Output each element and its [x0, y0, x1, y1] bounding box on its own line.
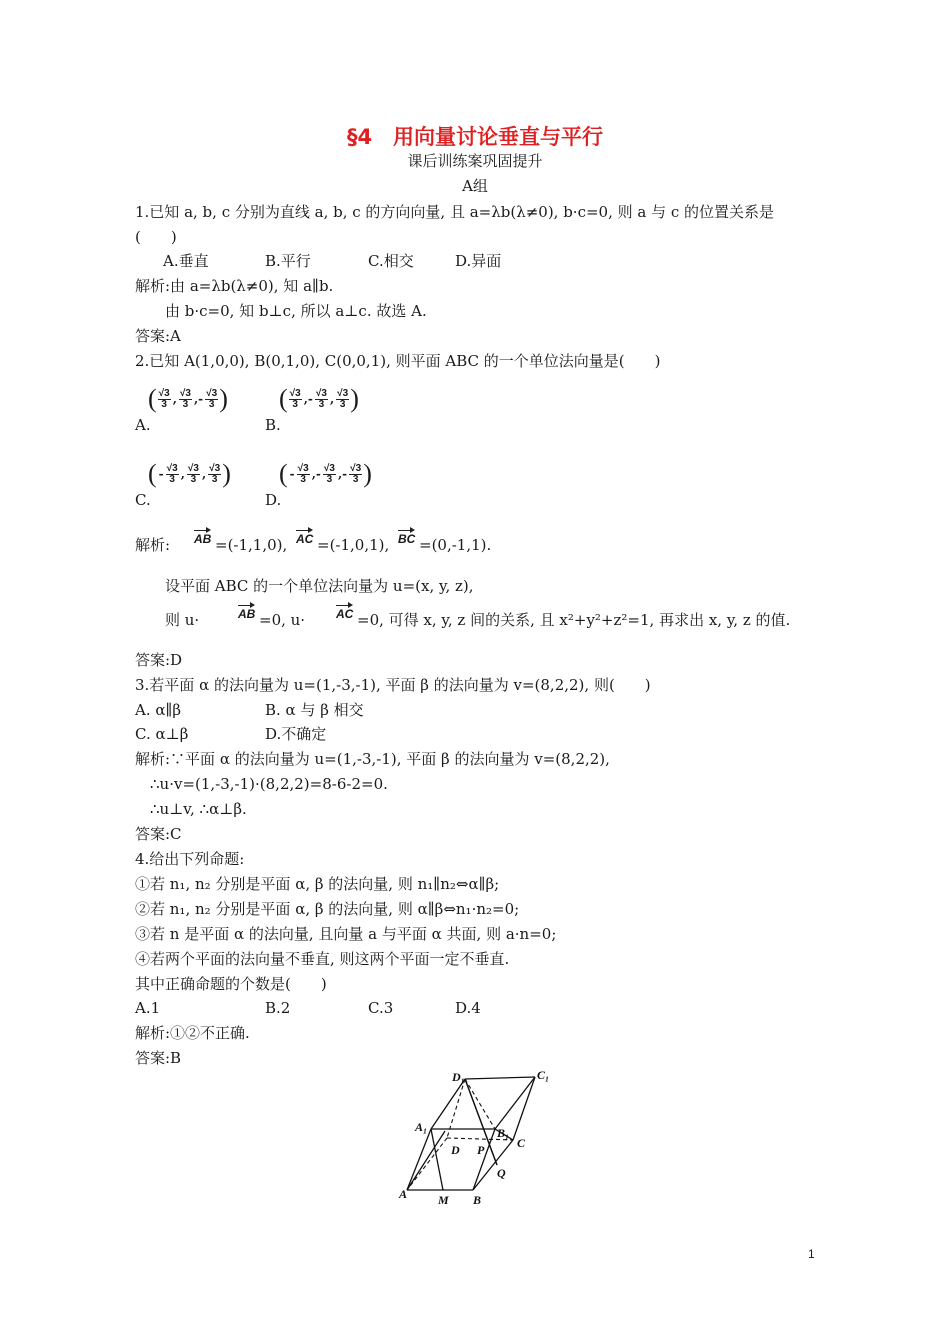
vector-ac: AC: [296, 529, 313, 550]
fraction: $\frac{√3}{3}$: [337, 387, 349, 410]
q2-option-b-vector: [279, 386, 359, 412]
label-d: D: [451, 1143, 460, 1157]
q4-answer: 答案:B: [135, 1049, 182, 1067]
fraction: $\frac{√3}{3}$: [209, 462, 221, 485]
q1-solution-2: 由 b·c=0, 知 b⊥c, 所以 a⊥c. 故选 A.: [165, 302, 427, 320]
q4-option-b: B.2: [265, 999, 291, 1017]
q1-option-b: B.平行: [265, 252, 311, 270]
q4-solution: 解析:①②不正确.: [135, 1024, 250, 1042]
q2-option-a-label: A.: [135, 416, 151, 434]
label-d1: D₁: [452, 1070, 465, 1084]
label-p: P: [477, 1143, 485, 1157]
comma-minus: ,-: [337, 467, 348, 481]
q4-option-d: D.4: [455, 999, 481, 1017]
paren-close: ): [350, 384, 359, 413]
minus: -: [289, 467, 295, 481]
edge-d1-c1: [465, 1077, 535, 1079]
line-a1-m: [431, 1129, 443, 1190]
q1-stem: 1.已知 a, b, c 分别为直线 a, b, c 的方向向量, 且 a=λb(λ≠0), b·c=0, 则 a 与 c 的位置关系是: [135, 203, 775, 221]
paren-close: ): [363, 459, 372, 488]
paren-open: (: [148, 459, 157, 488]
q4-proposition-1: ①若 n₁, n₂ 分别是平面 α, β 的法向量, 则 n₁∥n₂⇔α∥β;: [135, 875, 500, 893]
comma-minus: ,-: [303, 392, 313, 406]
vector-bc-value: =(0,-1,1).: [419, 536, 492, 554]
paren-open: (: [279, 459, 288, 488]
q1-option-d: D.异面: [455, 252, 502, 270]
comma: ,: [201, 467, 207, 481]
q3-solution-3: ∴u⊥v, ∴α⊥β.: [150, 800, 247, 818]
q4-stem: 4.给出下列命题:: [135, 850, 245, 868]
paren-open: (: [148, 384, 157, 413]
q1-stem-paren: ( ): [135, 228, 177, 246]
q3-option-c: C. α⊥β: [135, 725, 189, 743]
q3-stem: 3.若平面 α 的法向量为 u=(1,-3,-1), 平面 β 的法向量为 v=(8,2,2), 则( ): [135, 676, 651, 694]
q2-answer: 答案:D: [135, 651, 183, 669]
page-subtitle: 课后训练案巩固提升: [407, 152, 543, 170]
q3-option-b: B. α 与 β 相交: [265, 701, 364, 719]
fraction: $\frac{√3}{3}$: [179, 387, 191, 410]
comma: ,: [329, 392, 335, 406]
q2-option-c-vector: [148, 461, 231, 487]
vector-ab-value: =(-1,1,0),: [215, 536, 288, 554]
vector-ab-2: AB: [238, 604, 255, 625]
q4-proposition-4: ④若两个平面的法向量不垂直, 则这两个平面一定不垂直.: [135, 950, 510, 968]
q3-solution-1: 解析:∵平面 α 的法向量为 u=(1,-3,-1), 平面 β 的法向量为 v=(8,2,2),: [135, 750, 610, 768]
fraction: $\frac{√3}{3}$: [166, 462, 178, 485]
label-c: C: [517, 1136, 526, 1150]
q1-solution-1: 解析:由 a=λb(λ≠0), 知 a∥b.: [135, 277, 334, 295]
hidden-line-d1-b1: [465, 1079, 495, 1129]
q2-stem: 2.已知 A(1,0,0), B(0,1,0), C(0,0,1), 则平面 ABC 的一个单位法向量是( ): [135, 352, 661, 370]
label-q: Q: [497, 1166, 506, 1180]
q3-answer: 答案:C: [135, 825, 182, 843]
fraction: $\frac{√3}{3}$: [206, 387, 218, 410]
q1-option-a: A.垂直: [163, 252, 209, 270]
q2-option-d-label: D.: [265, 491, 282, 509]
q1-answer: 答案:A: [135, 327, 181, 345]
q4-proposition-2: ②若 n₁, n₂ 分别是平面 α, β 的法向量, 则 α∥β⇔n₁·n₂=0;: [135, 900, 520, 918]
q2-option-d-vector: [279, 461, 372, 487]
vector-ab: AB: [194, 529, 211, 550]
q1-option-c: C.相交: [368, 252, 414, 270]
label-c1: C₁: [537, 1068, 550, 1082]
fraction: $\frac{√3}{3}$: [315, 387, 327, 410]
paren-close: ): [222, 459, 231, 488]
q3-option-d: D.不确定: [265, 725, 327, 743]
group-label: A组: [462, 177, 488, 195]
fraction: $\frac{√3}{3}$: [289, 387, 301, 410]
paren-close: ): [219, 384, 228, 413]
q3-solution-2: ∴u·v=(1,-3,-1)·(8,2,2)=8-6-2=0.: [150, 775, 388, 793]
label-a: A: [399, 1187, 408, 1201]
comma-minus: ,-: [193, 392, 204, 406]
q2-solution-3a: 则 u·: [165, 611, 200, 629]
vector-bc: BC: [398, 529, 415, 550]
comma: ,: [172, 392, 177, 406]
paren-open: (: [279, 384, 288, 413]
q2-solution-2: 设平面 ABC 的一个单位法向量为 u=(x, y, z),: [165, 577, 474, 595]
edge-b1-c1: [495, 1077, 535, 1129]
minus: -: [158, 467, 164, 481]
page-number: 1: [808, 1247, 815, 1261]
label-m: M: [438, 1193, 449, 1207]
q2-option-c-label: C.: [135, 491, 151, 509]
fraction: $\frac{√3}{3}$: [323, 462, 335, 485]
q4-option-a: A.1: [135, 999, 161, 1017]
label-b: B: [473, 1193, 482, 1207]
line-a-mid: [407, 1131, 445, 1190]
q4-option-c: C.3: [368, 999, 394, 1017]
q2-solution-3b: =0, u·: [259, 611, 306, 629]
parallelepiped-figure: [395, 1065, 565, 1210]
line-p-q: [487, 1138, 497, 1165]
label-b1: B₁: [497, 1126, 510, 1140]
q3-option-a: A. α∥β: [135, 701, 182, 719]
vector-ac-value: =(-1,0,1),: [317, 536, 390, 554]
edge-c1-c: [513, 1077, 535, 1140]
edge-d1-a1: [431, 1079, 465, 1129]
comma: ,: [180, 467, 185, 481]
q2-solution-3c: =0, 可得 x, y, z 间的关系, 且 x²+y²+z²=1, 再求出 x, y, z 的值.: [357, 611, 791, 629]
fraction: $\frac{√3}{3}$: [297, 462, 309, 485]
fraction: $\frac{√3}{3}$: [350, 462, 362, 485]
q2-option-b-label: B.: [265, 416, 281, 434]
q2-option-a-vector: [148, 386, 228, 412]
page-title: §4 用向量讨论垂直与平行: [346, 125, 604, 149]
label-a1: A₁: [415, 1120, 428, 1134]
comma-minus: ,-: [311, 467, 321, 481]
vector-ac-2: AC: [336, 604, 353, 625]
fraction: $\frac{√3}{3}$: [158, 387, 170, 410]
q2-solution-prefix: 解析:: [135, 536, 171, 554]
q4-proposition-3: ③若 n 是平面 α 的法向量, 且向量 a 与平面 α 共面, 则 a·n=0;: [135, 925, 557, 943]
fraction: $\frac{√3}{3}$: [187, 462, 199, 485]
q4-question: 其中正确命题的个数是( ): [135, 975, 327, 993]
edge-b1-b: [473, 1129, 495, 1190]
